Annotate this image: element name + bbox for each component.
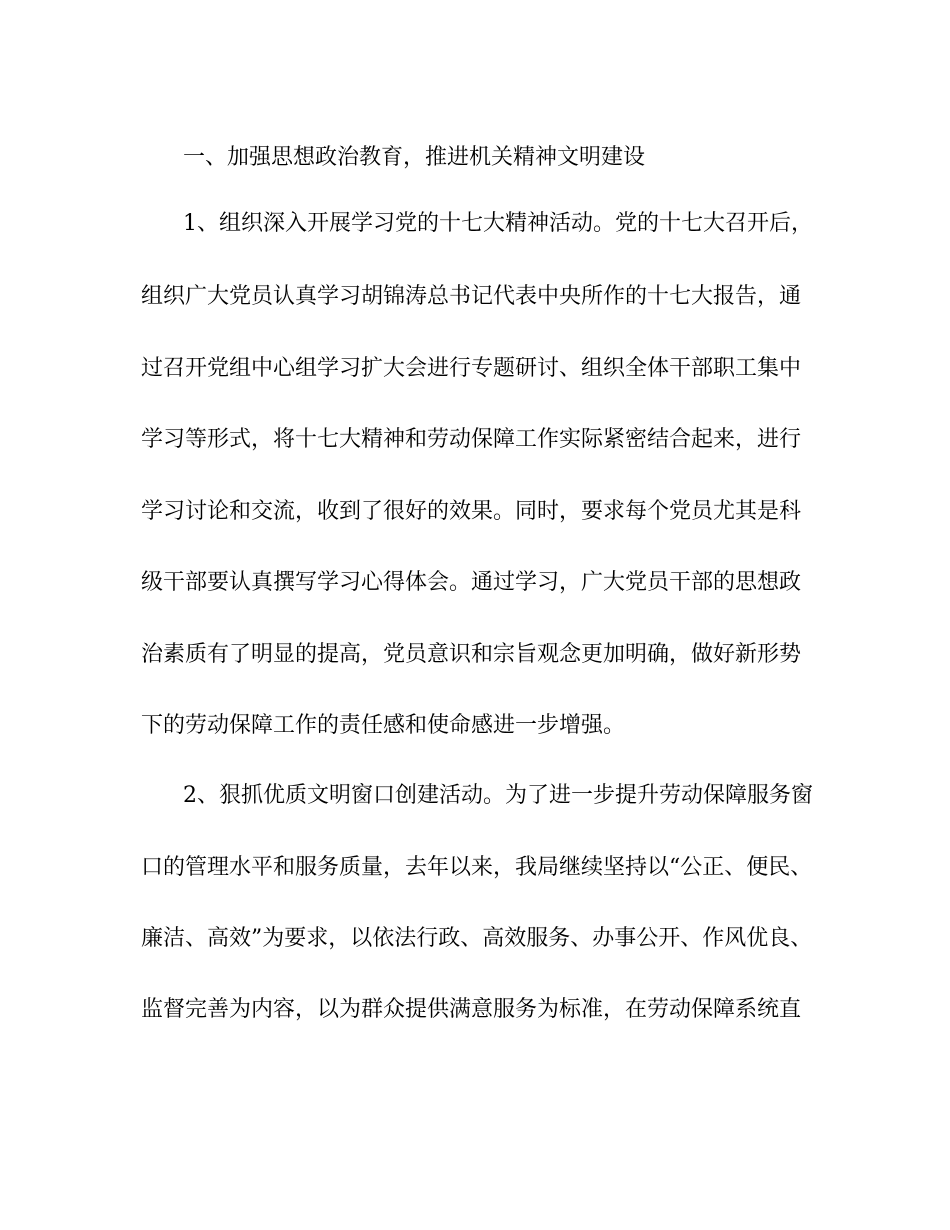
paragraph-1-line-1: 1、组织深入开展学习党的十七大精神活动。党的十七大召开后，	[183, 211, 813, 236]
paragraph-1-line-2: 组织广大党员认真学习胡锦涛总书记代表中央所作的十七大报告，通	[141, 284, 802, 309]
paragraph-1-line-6: 级干部要认真撰写学习心得体会。通过学习，广大党员干部的思想政	[141, 570, 802, 595]
paragraph-1-line-4: 学习等形式，将十七大精神和劳动保障工作实际紧密结合起来，进行	[141, 427, 802, 452]
paragraph-2-line-1: 2、狠抓优质文明窗口创建活动。为了进一步提升劳动保障服务窗	[183, 783, 813, 808]
paragraph-1-line-5: 学习讨论和交流，收到了很好的效果。同时，要求每个党员尤其是科	[141, 499, 802, 524]
paragraph-2-line-4: 监督完善为内容，以为群众提供满意服务为标准，在劳动保障系统直	[141, 997, 802, 1022]
paragraph-1-line-3: 过召开党组中心组学习扩大会进行专题研讨、组织全体干部职工集中	[141, 356, 802, 381]
paragraph-2-line-3: 廉洁、高效”为要求，以依法行政、高效服务、办事公开、作风优良、	[141, 926, 813, 951]
paragraph-2-line-2: 口的管理水平和服务质量，去年以来，我局继续坚持以“公正、便民、	[141, 855, 813, 880]
paragraph-1-line-8: 下的劳动保障工作的责任感和使命感进一步增强。	[141, 713, 626, 738]
paragraph-1-line-7: 治素质有了明显的提高，党员意识和宗旨观念更加明确，做好新形势	[141, 642, 802, 667]
section-heading: 一、加强思想政治教育，推进机关精神文明建设	[183, 145, 646, 170]
